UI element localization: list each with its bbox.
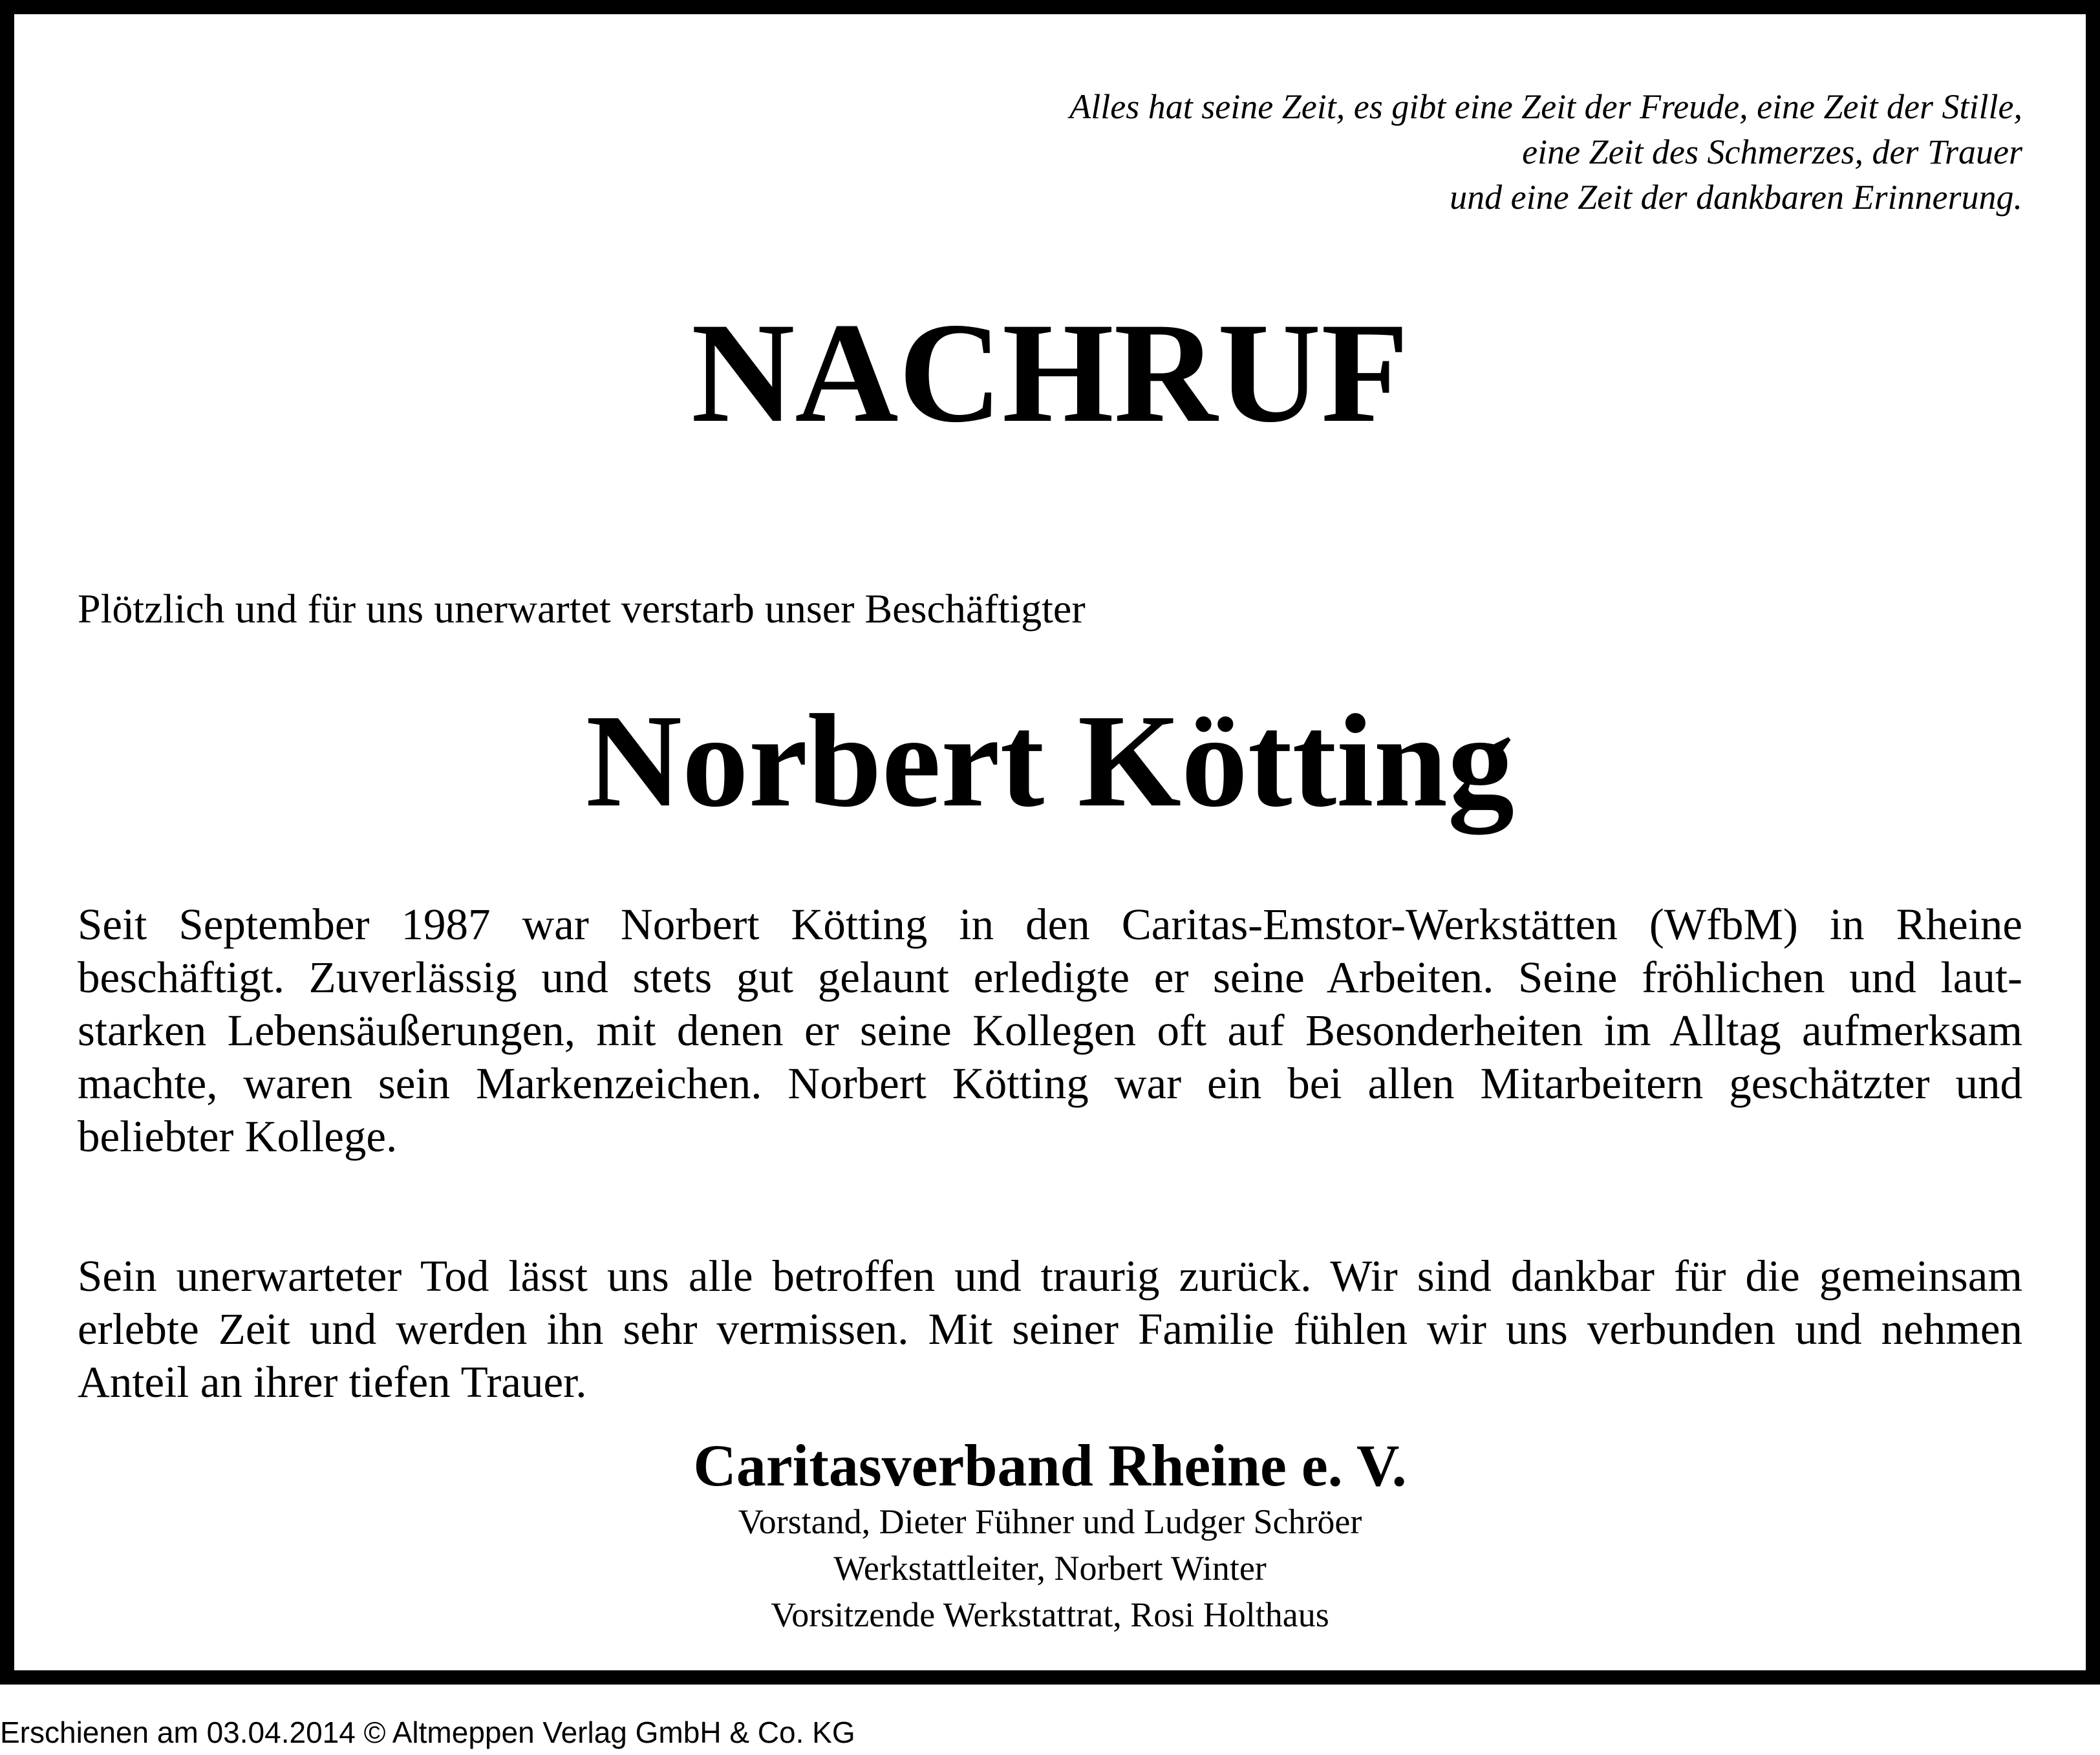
signers-list <box>78 1498 2022 1638</box>
paragraph-line: erlebte Zeit und werden ihn sehr vermissen. Mit seiner Familie fühlen wir uns verbunden und nehmen <box>78 1304 2022 1354</box>
publication-footer: Erschienen am 03.04.2014 © Altmeppen Verlag GmbH & Co. KG <box>0 1716 855 1749</box>
paragraph-line: beschäftigt. Zuverlässig und stets gut gelaunt erledigte er seine Arbeiten. Seine fröhlichen und laut- <box>78 953 2022 1002</box>
intro-text: Plötzlich und für uns unerwartet verstarb unser Beschäftigter <box>78 586 1086 632</box>
motto-line: eine Zeit des Schmerzes, der Trauer <box>1522 133 2022 171</box>
motto-line: Alles hat seine Zeit, es gibt eine Zeit der Freude, eine Zeit der Stille, <box>1069 87 2022 126</box>
paragraph-line: starken Lebensäußerungen, mit denen er seine Kollegen oft auf Besonderheiten im Alltag aufmerksam <box>78 1006 2022 1055</box>
obituary-heading: NACHRUF <box>691 293 1409 452</box>
body-paragraph-2 <box>78 1250 2022 1409</box>
deceased-name: Norbert Kötting <box>586 686 1514 835</box>
paragraph-line: Seit September 1987 war Norbert Kötting in den Caritas-Emstor-Werkstätten (WfbM) in Rheine <box>78 900 2022 949</box>
paragraph-line: beliebter Kollege. <box>78 1112 398 1161</box>
body-paragraph-1 <box>78 898 2022 1163</box>
paragraph-line: Anteil an ihrer tiefen Trauer. <box>78 1357 587 1407</box>
signer-line: Vorstand, Dieter Fühner und Ludger Schröer <box>738 1502 1362 1541</box>
signer-line: Werkstattleiter, Norbert Winter <box>833 1549 1267 1588</box>
paragraph-line: machte, waren sein Markenzeichen. Norbert Kötting war ein bei allen Mitarbeitern geschätzter und <box>78 1059 2022 1108</box>
paragraph-line: Sein unerwarteter Tod lässt uns alle betroffen und traurig zurück. Wir sind dankbar für die gemeinsam <box>78 1251 2022 1301</box>
organization-name: Caritasverband Rheine e. V. <box>693 1432 1407 1498</box>
motto-line: und eine Zeit der dankbaren Erinnerung. <box>1450 178 2022 217</box>
signer-line: Vorsitzende Werkstattrat, Rosi Holthaus <box>771 1595 1329 1634</box>
motto-quote <box>78 84 2022 220</box>
obituary-content <box>78 14 2022 1670</box>
